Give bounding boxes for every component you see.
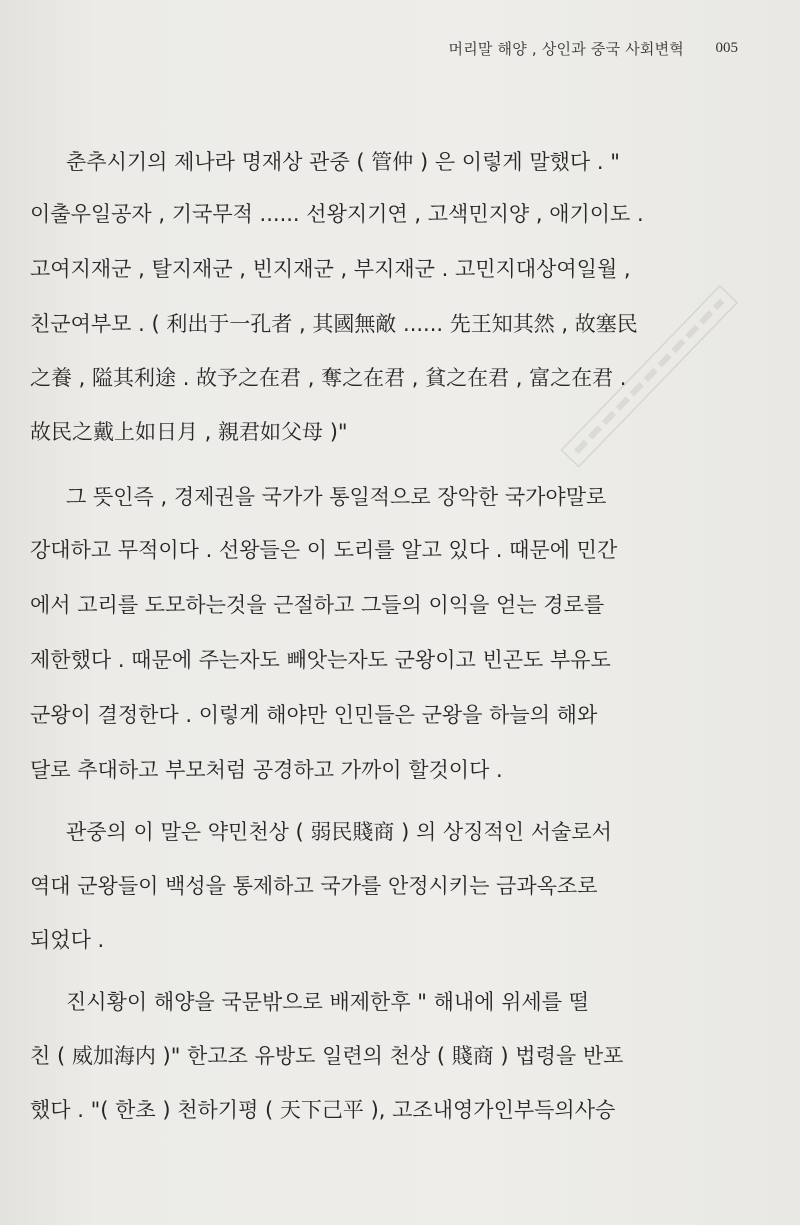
text-line: 그 뜻인즉 , 경제권을 국가가 통일적으로 장악한 국가야말로 (66, 485, 607, 509)
text-line: 되었다 . (30, 928, 105, 952)
text-line: 강대하고 무적이다 . 선왕들은 이 도리를 알고 있다 . 때문에 민간 (30, 538, 618, 562)
text-line: 달로 추대하고 부모처럼 공경하고 가까이 할것이다 . (30, 758, 503, 782)
text-line: 故民之戴上如日月 , 親君如父母 )" (30, 420, 348, 444)
text-line: 에서 고리를 도모하는것을 근절하고 그들의 이익을 얻는 경로를 (30, 593, 605, 617)
text-line: 관중의 이 말은 약민천상 ( 弱民賤商 ) 의 상징적인 서술로서 (66, 820, 612, 844)
running-head: 머리말 해양 , 상인과 중국 사회변혁 (448, 40, 684, 58)
text-line: 이출우일공자 , 기국무적 ...... 선왕지기연 , 고색민지양 , 애기이도 . (30, 202, 644, 226)
page-number: 005 (715, 40, 738, 56)
text-line: 역대 군왕들이 백성을 통제하고 국가를 안정시키는 금과옥조로 (30, 874, 598, 898)
text-line: 진시황이 해양을 국문밖으로 배제한후 " 해내에 위세를 떨 (66, 990, 589, 1014)
text-line: 고여지재군 , 탈지재군 , 빈지재군 , 부지재군 . 고민지대상여일월 , (30, 257, 631, 281)
text-line: 군왕이 결정한다 . 이렇게 해야만 인민들은 군왕을 하늘의 해와 (30, 703, 598, 727)
text-line: 친 ( 威加海内 )" 한고조 유방도 일련의 천상 ( 賤商 ) 법령을 반포 (30, 1044, 624, 1068)
text-line: 친군여부모 . ( 利出于一孔者 , 其國無敵 ...... 先王知其然 , 故塞民 (30, 312, 638, 336)
text-line: 춘추시기의 제나라 명재상 관중 ( 管仲 ) 은 이렇게 말했다 . " (66, 150, 620, 174)
text-line: 했다 . "( 한초 ) 천하기평 ( 天下己平 ), 고조내영가인부득의사승 (30, 1098, 616, 1122)
text-line: 제한했다 . 때문에 주는자도 빼앗는자도 군왕이고 빈곤도 부유도 (30, 648, 611, 672)
text-line: 之養 , 隘其利途 . 故予之在君 , 奪之在君 , 貧之在君 , 富之在君 . (30, 366, 627, 390)
